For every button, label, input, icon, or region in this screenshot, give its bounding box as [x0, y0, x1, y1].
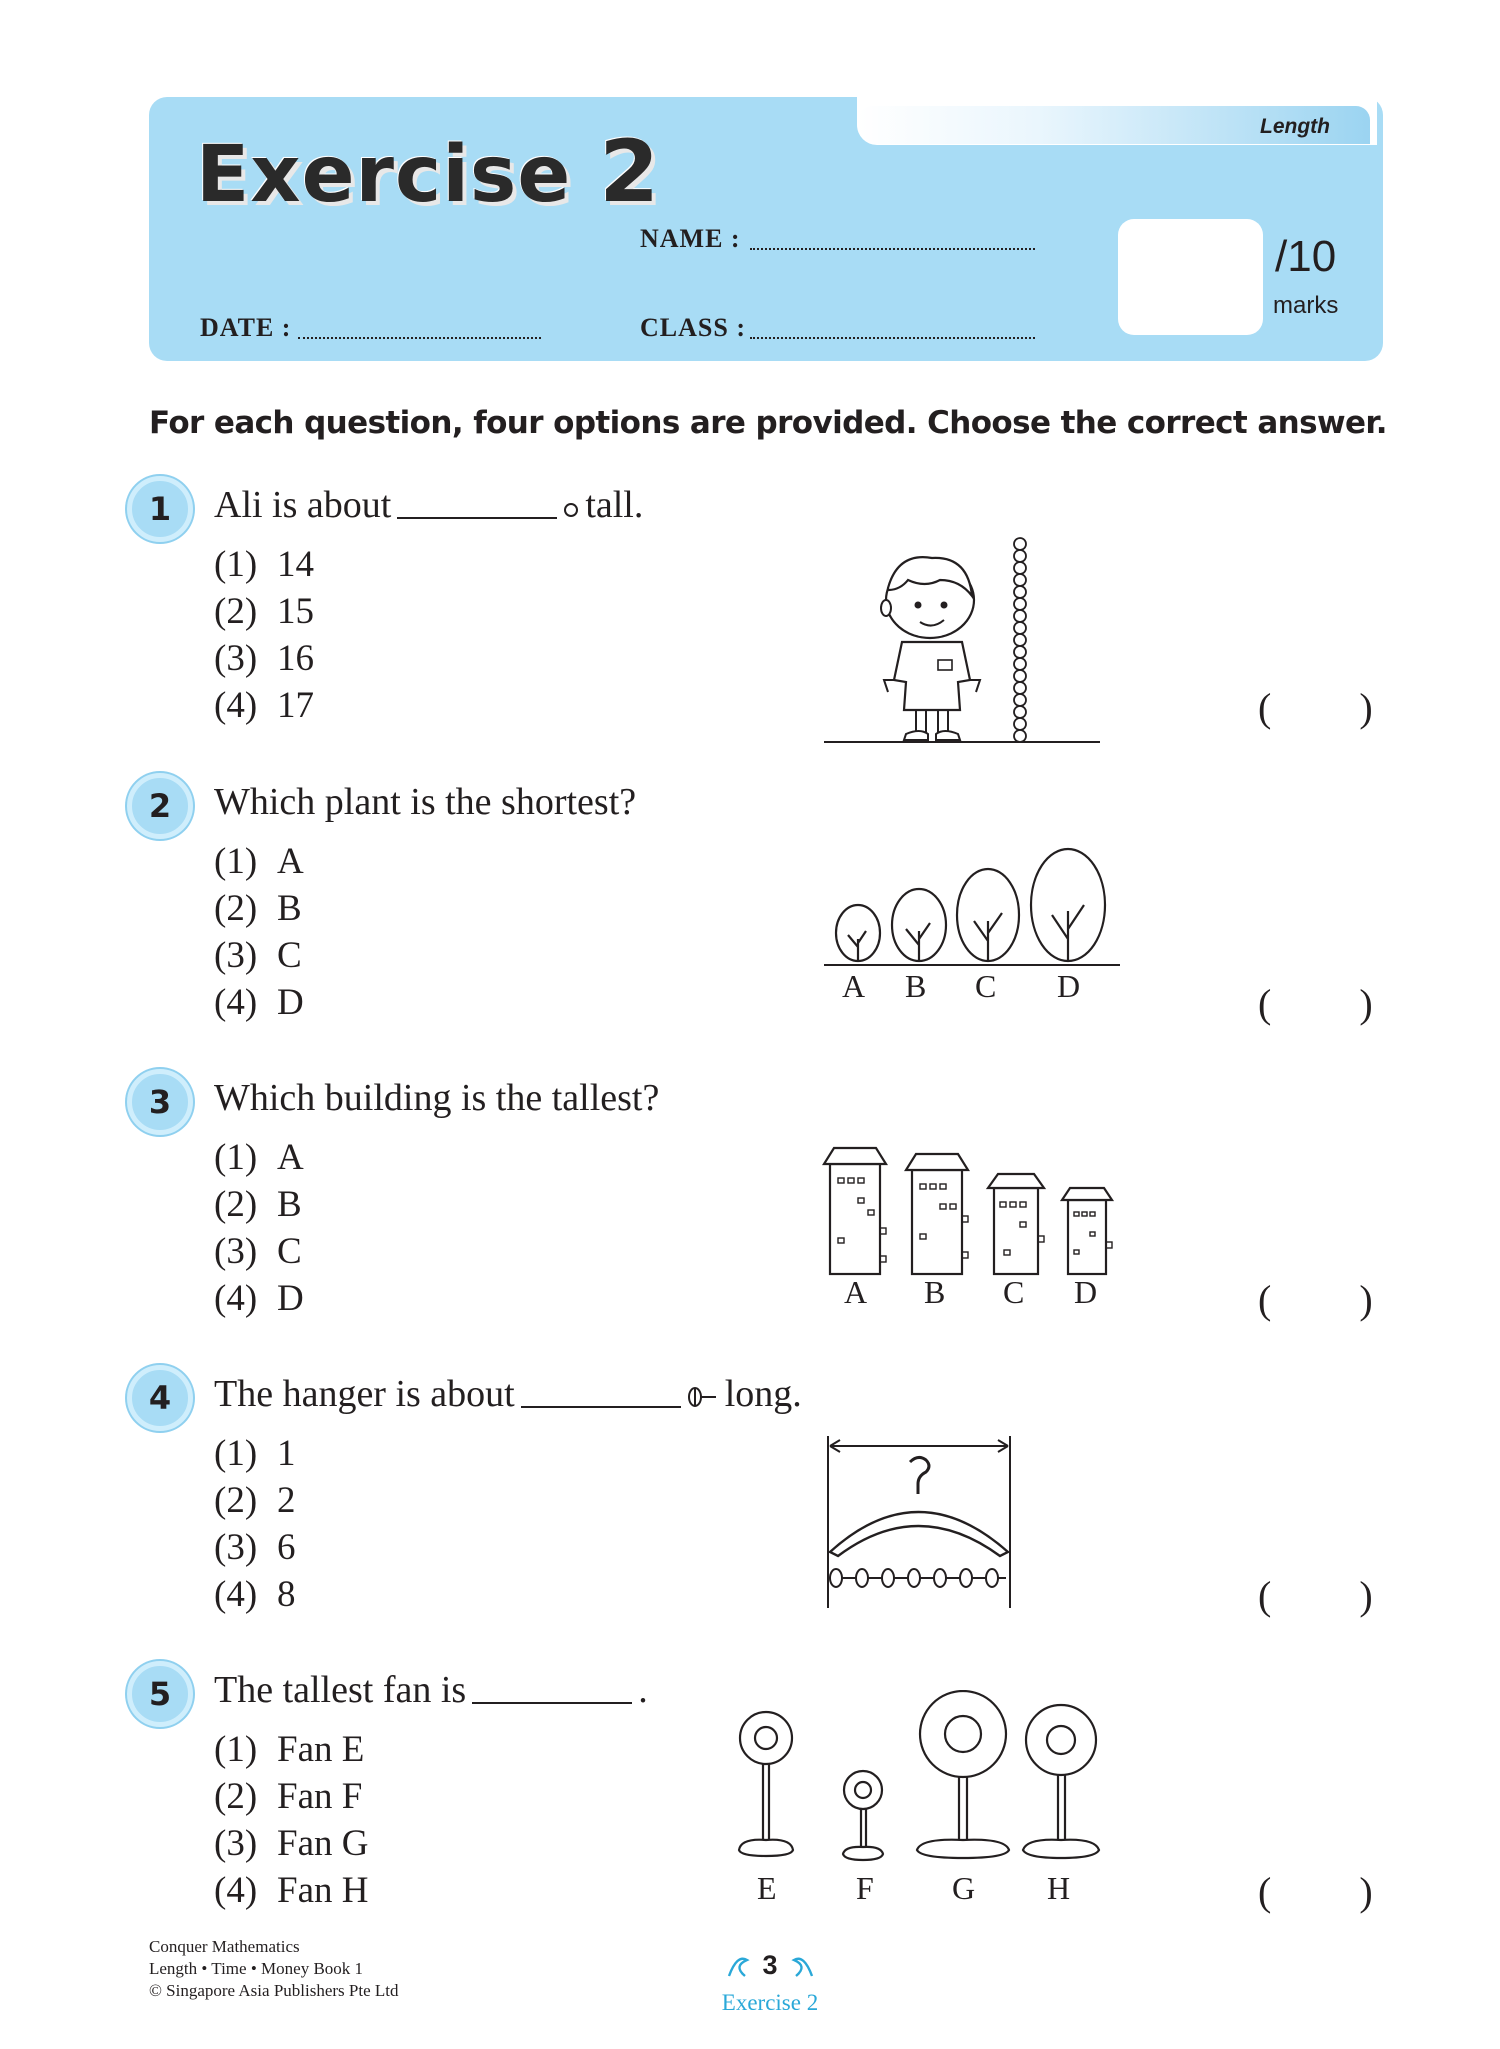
book-series: Conquer Mathematics	[149, 1937, 300, 1956]
figure-label: D	[1074, 1274, 1098, 1310]
class-label: CLASS :	[640, 313, 746, 342]
question-text: Which plant is the shortest?	[214, 781, 637, 823]
option[interactable]: (1) 14	[214, 544, 314, 585]
figure-label: B	[924, 1274, 946, 1310]
question-text	[214, 483, 643, 527]
question-text-end: .	[638, 1669, 648, 1711]
name-field[interactable]	[750, 248, 1035, 250]
hanger-figure	[820, 1432, 1020, 1612]
figure-label: F	[856, 1870, 874, 1906]
topic-label: Length	[1260, 115, 1330, 138]
question-number-badge: 5	[127, 1661, 193, 1727]
option[interactable]: (3) C	[214, 935, 302, 976]
option[interactable]: (2) 15	[214, 591, 314, 632]
option[interactable]: (3) Fan G	[214, 1823, 369, 1864]
option[interactable]: (4) Fan H	[214, 1870, 369, 1911]
buildings-figure	[820, 1138, 1120, 1278]
figure-label: B	[905, 968, 927, 1004]
question-text-end: tall.	[585, 484, 644, 526]
figure-label: H	[1047, 1870, 1071, 1906]
fans-figure	[725, 1690, 1115, 1870]
figure-label: C	[975, 968, 997, 1004]
question-text-start: The tallest fan is	[214, 1669, 467, 1711]
exercise-word: Exercise	[196, 130, 572, 220]
option[interactable]: (2) Fan F	[214, 1776, 363, 1817]
figure-label: E	[757, 1870, 777, 1906]
question-text-start: Ali is about	[214, 484, 392, 526]
question-text-start: The hanger is about	[214, 1373, 515, 1415]
question-text-end: long.	[724, 1373, 802, 1415]
question-number-badge: 1	[127, 476, 193, 542]
paper-clip-icon	[687, 1385, 717, 1409]
class-field[interactable]	[750, 337, 1035, 339]
question-text: Which building is the tallest?	[214, 1077, 660, 1119]
page-number: 3	[762, 1950, 778, 1980]
option[interactable]: (1) Fan E	[214, 1729, 365, 1770]
options-list	[214, 1726, 368, 1914]
plants-figure	[820, 835, 1120, 975]
figure-label: A	[844, 1274, 868, 1310]
option[interactable]: (2) 2	[214, 1480, 296, 1521]
figure-label: C	[1003, 1274, 1025, 1310]
footer-exercise: Exercise 2	[721, 1990, 819, 2015]
figure-label: G	[952, 1870, 976, 1906]
option[interactable]: (4) D	[214, 982, 304, 1023]
bead-icon	[563, 502, 579, 518]
answer-bracket[interactable]: ( )	[1258, 685, 1373, 730]
question-text	[214, 1668, 648, 1712]
option[interactable]: (3) 16	[214, 638, 314, 679]
answer-bracket[interactable]: ( )	[1258, 1573, 1373, 1618]
option[interactable]: (4) 8	[214, 1574, 296, 1615]
option[interactable]: (1) 1	[214, 1433, 296, 1474]
exercise-number: 2	[599, 122, 661, 222]
score-box[interactable]	[1118, 219, 1263, 335]
copyright: © Singapore Asia Publishers Pte Ltd	[149, 1981, 399, 2000]
publisher-info	[149, 1936, 399, 2002]
instructions: For each question, four options are provided. Choose the correct answer.	[149, 405, 1387, 441]
answer-bracket[interactable]: ( )	[1258, 1277, 1373, 1322]
question-text	[214, 1372, 802, 1416]
exercise-title	[196, 122, 660, 222]
boy-with-beads-figure	[820, 530, 1110, 745]
answer-blank	[472, 1702, 632, 1704]
options-list	[214, 838, 304, 1026]
score-total: /10	[1275, 232, 1337, 281]
question-number-badge: 2	[127, 773, 193, 839]
answer-bracket[interactable]: ( )	[1258, 1869, 1373, 1914]
question-number-badge: 4	[127, 1365, 193, 1431]
answer-bracket[interactable]: ( )	[1258, 981, 1373, 1026]
name-label: NAME :	[640, 224, 741, 253]
ribbon-right-icon	[790, 1952, 816, 1980]
figure-label: D	[1057, 968, 1081, 1004]
option[interactable]: (4) D	[214, 1278, 304, 1319]
option[interactable]: (3) C	[214, 1231, 302, 1272]
options-list	[214, 1134, 304, 1322]
option[interactable]: (1) A	[214, 1137, 304, 1178]
answer-blank	[397, 517, 557, 519]
figure-label: A	[842, 968, 866, 1004]
option[interactable]: (4) 17	[214, 685, 314, 726]
option[interactable]: (1) A	[214, 841, 304, 882]
option[interactable]: (3) 6	[214, 1527, 296, 1568]
score-unit: marks	[1273, 292, 1339, 319]
answer-blank	[521, 1406, 681, 1408]
date-label: DATE :	[200, 313, 292, 342]
question-number-badge: 3	[127, 1069, 193, 1135]
option[interactable]: (2) B	[214, 888, 302, 929]
option[interactable]: (2) B	[214, 1184, 302, 1225]
book-title: Length • Time • Money Book 1	[149, 1959, 364, 1978]
options-list	[214, 1430, 296, 1618]
date-field[interactable]	[298, 337, 541, 339]
options-list	[214, 541, 314, 729]
